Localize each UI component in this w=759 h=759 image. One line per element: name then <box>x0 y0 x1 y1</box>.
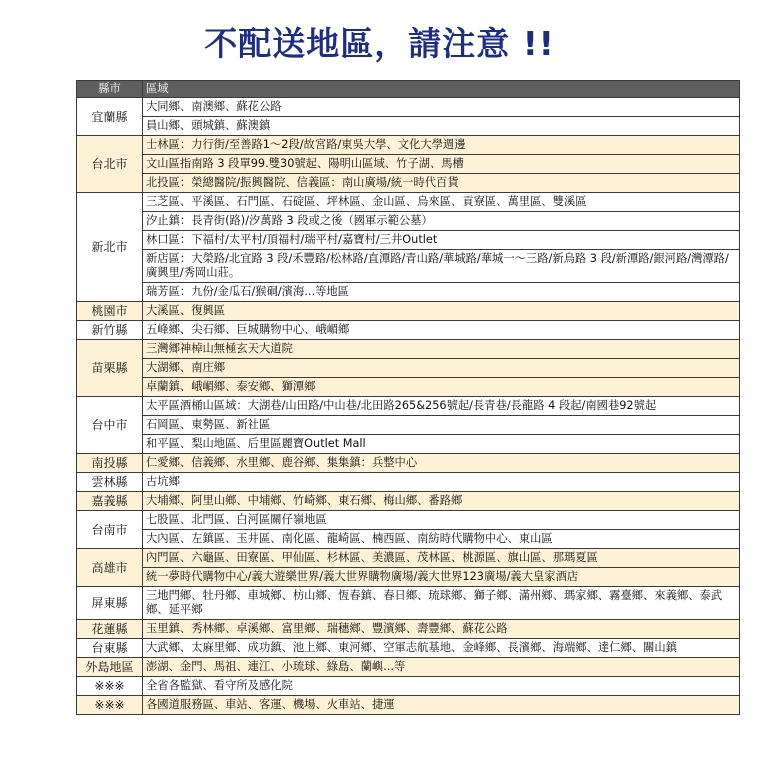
table-row <box>77 492 740 511</box>
table-row <box>77 302 740 321</box>
area-cell: 汐止鎮：長青街(路)/汐萬路 3 段或之後（國軍示範公墓） <box>143 212 740 231</box>
table-row <box>77 620 740 639</box>
county-cell: 嘉義縣 <box>77 492 143 511</box>
table-row <box>77 212 740 231</box>
area-cell: 大同鄉、南澳鄉、蘇花公路 <box>143 98 740 117</box>
area-cell: 員山鄉、頭城鎮、蘇澳鎮 <box>143 117 740 136</box>
county-cell: 屏東縣 <box>77 587 143 620</box>
area-cell: 統一夢時代購物中心/義大遊樂世界/義大世界購物廣場/義大世界123廣場/義大皇家酒店 <box>143 568 740 587</box>
area-cell: 玉里鎮、秀林鄉、卓溪鄉、富里鄉、瑞穗鄉、豐濱鄉、壽豐鄉、蘇花公路 <box>143 620 740 639</box>
table-row <box>77 250 740 283</box>
table-row <box>77 174 740 193</box>
area-cell: 七股區、北門區、白河區關仔嶺地區 <box>143 511 740 530</box>
area-cell: 仁愛鄉、信義鄉、水里鄉、鹿谷鄉、集集鎮：兵整中心 <box>143 454 740 473</box>
county-cell: 桃園市 <box>77 302 143 321</box>
table-row <box>77 435 740 454</box>
county-cell: 外島地區 <box>77 658 143 677</box>
area-cell: 三灣鄉神棹山無極玄天大道院 <box>143 340 740 359</box>
area-cell: 士林區：力行街/至善路1～2段/故宮路/東吳大學、文化大學週邊 <box>143 136 740 155</box>
table-row <box>77 639 740 658</box>
area-cell: 五峰鄉、尖石鄉、巨城購物中心、峨嵋鄉 <box>143 321 740 340</box>
area-cell: 和平區、梨山地區、后里區麗寶Outlet Mall <box>143 435 740 454</box>
table-row <box>77 283 740 302</box>
county-cell: 新北市 <box>77 193 143 302</box>
header-county: 縣市 <box>77 81 143 98</box>
table-row <box>77 473 740 492</box>
table-row <box>77 340 740 359</box>
county-cell: 苗栗縣 <box>77 340 143 397</box>
county-cell: 新竹縣 <box>77 321 143 340</box>
table-body <box>77 98 740 715</box>
no-delivery-table <box>76 80 740 715</box>
area-cell: 新店區：大榮路/北宜路 3 段/禾豐路/松林路/直潭路/青山路/華城路/華城一～三路/新烏路 3 段/新潭路/銀河路/灣潭路/廣興里/秀岡山莊。 <box>143 250 740 283</box>
table-row <box>77 378 740 397</box>
area-cell: 大溪區、復興區 <box>143 302 740 321</box>
area-cell: 大埔鄉、阿里山鄉、中埔鄉、竹崎鄉、東石鄉、梅山鄉、番路鄉 <box>143 492 740 511</box>
table-row <box>77 155 740 174</box>
area-cell: 太平區酒桶山區域：大湖巷/山田路/中山巷/北田路265&256號起/長青巷/長龍路 4 段起/南國巷92號起 <box>143 397 740 416</box>
area-cell: 瑞芳區：九份/金瓜石/猴硐/濱海...等地區 <box>143 283 740 302</box>
county-cell: 台北市 <box>77 136 143 193</box>
area-cell: 大內區、左鎮區、玉井區、南化區、龍崎區、楠西區、南紡時代購物中心、東山區 <box>143 530 740 549</box>
table-row <box>77 359 740 378</box>
table-row <box>77 136 740 155</box>
table-row <box>77 549 740 568</box>
county-cell: ※※※ <box>77 696 143 715</box>
table-row <box>77 511 740 530</box>
area-cell: 全省各監獄、看守所及感化院 <box>143 677 740 696</box>
table-row <box>77 193 740 212</box>
county-cell: 高雄市 <box>77 549 143 587</box>
county-cell: 台中市 <box>77 397 143 454</box>
table-header-row <box>77 81 740 98</box>
table-row <box>77 696 740 715</box>
table-row <box>77 658 740 677</box>
county-cell: 宜蘭縣 <box>77 98 143 136</box>
table-row <box>77 397 740 416</box>
table-row <box>77 416 740 435</box>
area-cell: 古坑鄉 <box>143 473 740 492</box>
area-cell: 北投區：榮總醫院/振興醫院、信義區：南山廣場/統一時代百貨 <box>143 174 740 193</box>
county-cell: ※※※ <box>77 677 143 696</box>
area-cell: 三芝區、平溪區、石門區、石碇區、坪林區、金山區、烏來區、貢寮區、萬里區、雙溪區 <box>143 193 740 212</box>
area-cell: 澎湖、金門、馬祖、連江、小琉球、綠島、蘭嶼...等 <box>143 658 740 677</box>
county-cell: 南投縣 <box>77 454 143 473</box>
table-row <box>77 321 740 340</box>
table-row <box>77 530 740 549</box>
area-cell: 大湖鄉、南庄鄉 <box>143 359 740 378</box>
table-row <box>77 231 740 250</box>
area-cell: 內門區、六龜區、田寮區、甲仙區、杉林區、美濃區、茂林區、桃源區、旗山區、那瑪夏區 <box>143 549 740 568</box>
area-cell: 大武鄉、太麻里鄉、成功鎮、池上鄉、東河鄉、空軍志航基地、金峰鄉、長濱鄉、海端鄉、達仁鄉、關山鎮 <box>143 639 740 658</box>
area-cell: 林口區：下福村/太平村/頂福村/瑞平村/嘉寶村/三井Outlet <box>143 231 740 250</box>
area-cell: 石岡區、東勢區、新社區 <box>143 416 740 435</box>
table-row <box>77 587 740 620</box>
header-area: 區域 <box>143 81 740 98</box>
page-title: 不配送地區，請注意 !! <box>204 24 555 63</box>
table-row <box>77 98 740 117</box>
area-cell: 各國道服務區、車站、客運、機場、火車站、捷運 <box>143 696 740 715</box>
area-cell: 文山區指南路 3 段單99.雙30號起、陽明山區域、竹子湖、馬槽 <box>143 155 740 174</box>
county-cell: 花蓮縣 <box>77 620 143 639</box>
table-row <box>77 568 740 587</box>
county-cell: 台東縣 <box>77 639 143 658</box>
area-cell: 三地門鄉、牡丹鄉、車城鄉、枋山鄉、恆春鎮、春日鄉、琉球鄉、獅子鄉、滿州鄉、瑪家鄉、霧臺鄉、來義鄉、泰武鄉、延平鄉 <box>143 587 740 620</box>
table-row <box>77 454 740 473</box>
table-row <box>77 117 740 136</box>
area-cell: 卓蘭鎮、峨嵋鄉、泰安鄉、獅潭鄉 <box>143 378 740 397</box>
county-cell: 雲林縣 <box>77 473 143 492</box>
county-cell: 台南市 <box>77 511 143 549</box>
table-row <box>77 677 740 696</box>
